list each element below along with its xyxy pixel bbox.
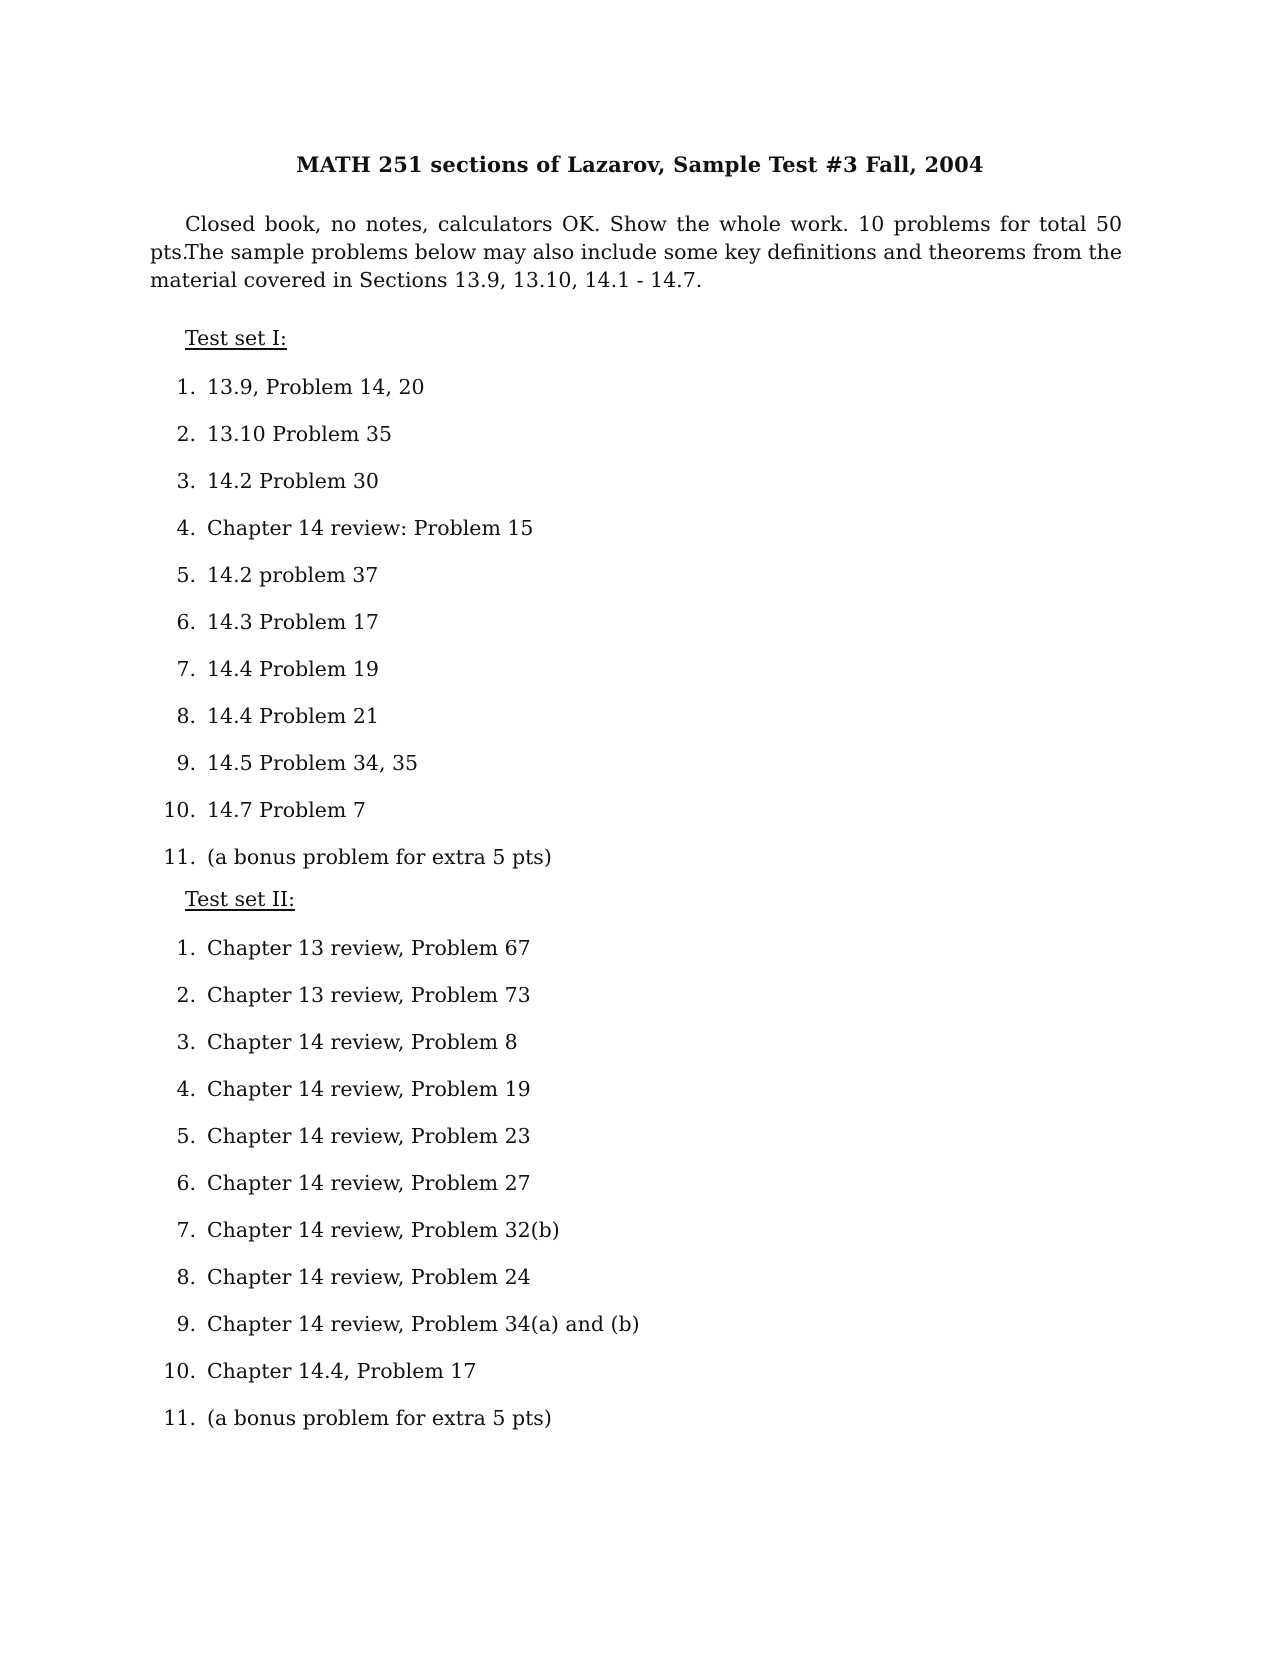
list-item: [0, 1404, 1280, 1451]
item-text: 13.9, Problem 14, 20: [207, 375, 425, 399]
intro-paragraph: Closed book, no notes, calculators OK. Show the whole work. 10 problems for total 50 pts.: [150, 212, 1122, 264]
item-number: 1.: [176, 375, 196, 399]
item-number: 6.: [176, 1171, 196, 1195]
scope-paragraph: The sample problems below may also include some key definitions and theorems from the material covered in Sections 13.9, 13.10, 14.1 - 14.7.: [150, 240, 1122, 292]
list-item: [0, 1122, 1280, 1169]
list-item: [0, 749, 1280, 796]
document-title: MATH 251 sections of Lazarov, Sample Test #3 Fall, 2004: [296, 152, 984, 177]
list-item: [0, 796, 1280, 843]
item-text: 14.3 Problem 17: [207, 610, 379, 634]
item-text: Chapter 14 review, Problem 34(a) and (b): [207, 1312, 640, 1336]
list-item: [0, 514, 1280, 561]
item-number: 5.: [176, 563, 196, 587]
list-item: [0, 981, 1280, 1028]
list-item: [0, 934, 1280, 981]
list-item: [0, 561, 1280, 608]
item-text: 14.7 Problem 7: [207, 798, 366, 822]
item-number: 4.: [176, 516, 196, 540]
list-item: [0, 467, 1280, 514]
test-set-2-heading: Test set II:: [185, 887, 295, 911]
item-number: 7.: [176, 1218, 196, 1242]
item-number: 11.: [163, 1406, 196, 1430]
item-number: 3.: [176, 1030, 196, 1054]
item-text: 14.5 Problem 34, 35: [207, 751, 419, 775]
item-number: 10.: [163, 798, 196, 822]
test-set-1-heading: Test set I:: [185, 326, 287, 350]
item-number: 2.: [176, 422, 196, 446]
item-text: 14.4 Problem 21: [207, 704, 379, 728]
item-number: 9.: [176, 1312, 196, 1336]
item-text: Chapter 14 review, Problem 27: [207, 1171, 531, 1195]
item-text: Chapter 13 review, Problem 67: [207, 936, 531, 960]
item-text: Chapter 14 review: Problem 15: [207, 516, 534, 540]
item-number: 10.: [163, 1359, 196, 1383]
item-text: (a bonus problem for extra 5 pts): [207, 845, 552, 869]
item-number: 8.: [176, 704, 196, 728]
item-number: 4.: [176, 1077, 196, 1101]
test-set-2-list: [0, 934, 1280, 1451]
item-number: 8.: [176, 1265, 196, 1289]
list-item: [0, 420, 1280, 467]
item-text: 14.2 problem 37: [207, 563, 379, 587]
list-item: [0, 843, 1280, 890]
item-text: Chapter 14 review, Problem 24: [207, 1265, 531, 1289]
item-text: Chapter 14 review, Problem 32(b): [207, 1218, 560, 1242]
item-number: 11.: [163, 845, 196, 869]
item-text: Chapter 14 review, Problem 19: [207, 1077, 531, 1101]
item-text: Chapter 14 review, Problem 8: [207, 1030, 518, 1054]
list-item: [0, 1263, 1280, 1310]
item-text: (a bonus problem for extra 5 pts): [207, 1406, 552, 1430]
item-text: Chapter 14.4, Problem 17: [207, 1359, 477, 1383]
test-set-1-list: [0, 373, 1280, 890]
item-number: 5.: [176, 1124, 196, 1148]
list-item: [0, 655, 1280, 702]
item-text: Chapter 14 review, Problem 23: [207, 1124, 531, 1148]
item-number: 2.: [176, 983, 196, 1007]
item-number: 6.: [176, 610, 196, 634]
item-number: 1.: [176, 936, 196, 960]
item-number: 3.: [176, 469, 196, 493]
list-item: [0, 1357, 1280, 1404]
list-item: [0, 1169, 1280, 1216]
list-item: [0, 608, 1280, 655]
item-text: 13.10 Problem 35: [207, 422, 392, 446]
list-item: [0, 373, 1280, 420]
item-number: 9.: [176, 751, 196, 775]
list-item: [0, 702, 1280, 749]
item-number: 7.: [176, 657, 196, 681]
item-text: 14.2 Problem 30: [207, 469, 379, 493]
item-text: 14.4 Problem 19: [207, 657, 379, 681]
list-item: [0, 1028, 1280, 1075]
list-item: [0, 1310, 1280, 1357]
list-item: [0, 1075, 1280, 1122]
list-item: [0, 1216, 1280, 1263]
item-text: Chapter 13 review, Problem 73: [207, 983, 531, 1007]
